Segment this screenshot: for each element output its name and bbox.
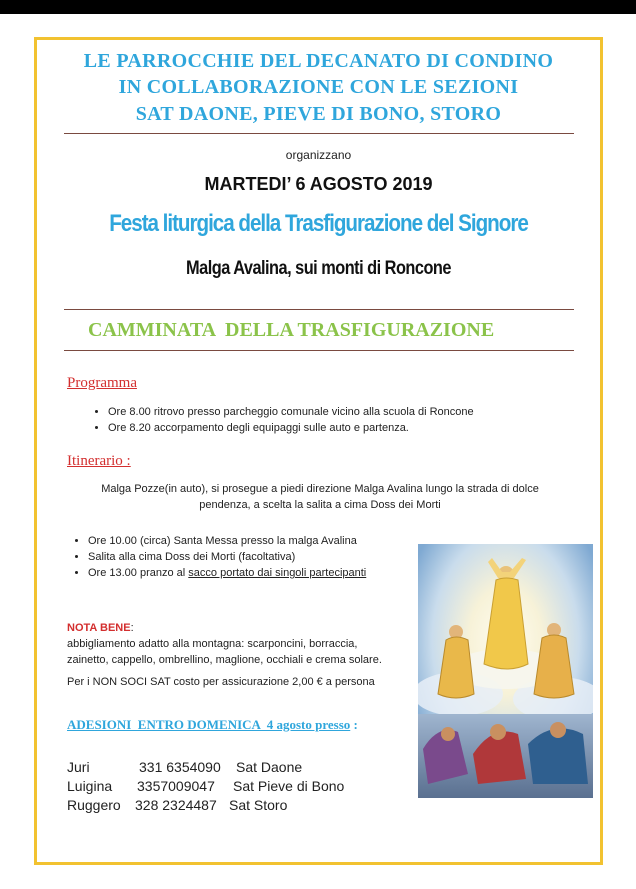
list-item-text: Ore 13.00 pranzo al [88, 567, 189, 579]
programma-heading: Programma [67, 375, 137, 391]
transfiguration-image [418, 544, 593, 798]
header-divider [64, 133, 574, 134]
apostle-center-head [490, 724, 506, 740]
itinerario-list [70, 533, 366, 581]
itinerario-line: Malga Pozze(in auto), si prosegue a piedi direzione Malga Avalina lungo la strada di dolce [101, 483, 539, 495]
nota-colon: : [130, 622, 134, 634]
event-divider-bottom [64, 350, 574, 351]
list-item [88, 565, 366, 581]
nota-line: zainetto, cappello, ombrellino, maglione, occhiali e crema solare. [67, 654, 382, 666]
list-item: • Ore 10.00 (circa) Santa Messa presso la malga Avalina [88, 533, 366, 549]
contact-name: Ruggero [67, 797, 121, 813]
header-line-3: SAT DAONE, PIEVE DI BONO, STORO [135, 103, 502, 125]
event-title: CAMMINATA DELLA TRASFIGURAZIONE [88, 319, 495, 341]
apostle-left-head [441, 727, 455, 741]
adesioni-heading [67, 717, 358, 733]
festa-title: Festa liturgica della Trasfigurazione del Signore [109, 210, 528, 237]
nota-block [67, 620, 382, 668]
contacts-list [67, 758, 344, 815]
list-item: • Ore 8.00 ritrovo presso parcheggio comunale vicino alla scuola di Roncone [108, 404, 474, 420]
itinerario-line: pendenza, a scelta la salita a cima Doss dei Morti [199, 499, 441, 511]
nota-heading: NOTA BENE [67, 622, 131, 634]
nota-cost: Per i NON SOCI SAT costo per assicurazione 2,00 € a persona [67, 676, 375, 688]
contact-section: Sat Storo [229, 797, 288, 813]
list-item: • Salita alla cima Doss dei Morti (facoltativa) [88, 549, 366, 565]
contact-phone: 331 6354090 [139, 759, 221, 775]
programma-list [90, 404, 474, 436]
itinerario-description [60, 481, 580, 513]
contact-row [67, 758, 344, 777]
header-line-1: LE PARROCCHIE DEL DECANATO DI CONDINO [83, 50, 554, 72]
contact-section: Sat Daone [236, 759, 303, 775]
organizzano-text: organizzano [285, 148, 352, 162]
itinerario-heading: Itinerario : [67, 453, 131, 469]
adesioni-heading-text: ADESIONI ENTRO DOMENICA 4 agosto presso [67, 717, 351, 732]
adesioni-colon: : [350, 717, 358, 732]
header-line-2: IN COLLABORAZIONE CON LE SEZIONI [118, 76, 519, 98]
contact-phone: 328 2324487 [135, 797, 217, 813]
contact-row [67, 796, 344, 815]
event-date: MARTEDI’ 6 AGOSTO 2019 [204, 174, 433, 194]
contact-name: Juri [67, 759, 90, 775]
nota-line: abbigliamento adatto alla montagna: scarponcini, borraccia, [67, 638, 358, 650]
list-item-underlined: sacco portato dai singoli partecipanti [188, 567, 367, 579]
contact-phone: 3357009047 [137, 778, 215, 794]
list-item: • Ore 8.20 accorpamento degli equipaggi sulle auto e partenza. [108, 420, 474, 436]
contact-row [67, 777, 344, 796]
contact-section: Sat Pieve di Bono [233, 778, 345, 794]
contact-name: Luigina [67, 778, 113, 794]
location-title: Malga Avalina, sui monti di Roncone [186, 258, 451, 279]
event-divider-top [64, 309, 574, 310]
apostle-right-head [550, 722, 566, 738]
